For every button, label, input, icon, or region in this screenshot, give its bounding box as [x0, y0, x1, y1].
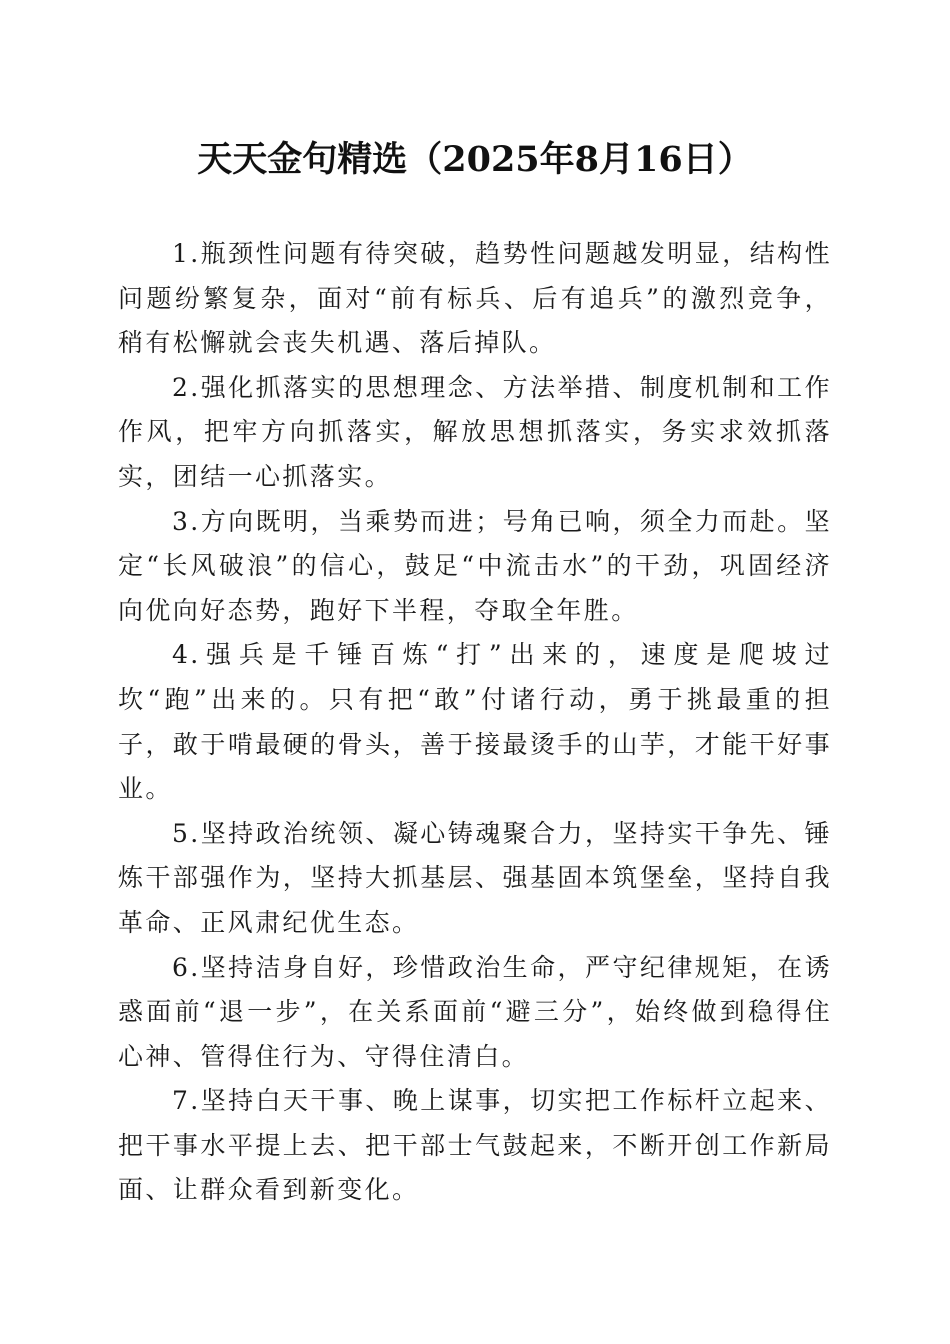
- paragraph-6: 6.坚持洁身自好，珍惜政治生命，严守纪律规矩，在诱惑面前“退一步”，在关系面前“避三分”，始终做到稳得住心神、管得住行为、守得住清白。: [118, 952, 832, 1071]
- document-body: [118, 232, 832, 1213]
- paragraph-2: 2.强化抓落实的思想理念、方法举措、制度机制和工作作风，把牢方向抓落实，解放思想抓落实，务实求效抓落实，团结一心抓落实。: [118, 372, 832, 491]
- paragraph-3: 3.方向既明，当乘势而进；号角已响，须全力而赴。坚定“长风破浪”的信心，鼓足“中流击水”的干劲，巩固经济向优向好态势，跑好下半程，夺取全年胜。: [118, 506, 832, 625]
- paragraph-7: 7.坚持白天干事、晚上谋事，切实把工作标杆立起来、把干事水平提上去、把干部士气鼓起来，不断开创工作新局面、让群众看到新变化。: [118, 1086, 832, 1205]
- paragraph-1: 1.瓶颈性问题有待突破，趋势性问题越发明显，结构性问题纷繁复杂，面对“前有标兵、后有追兵”的激烈竞争，稍有松懈就会丧失机遇、落后掉队。: [118, 239, 832, 358]
- paragraph-5: 5.坚持政治统领、凝心铸魂聚合力，坚持实干争先、锤炼干部强作为，坚持大抓基层、强基固本筑堡垒，坚持自我革命、正风肃纪优生态。: [118, 818, 832, 937]
- paragraph-4: 4.强兵是千锤百炼“打”出来的，速度是爬坡过坎“跑”出来的。只有把“敢”付诸行动，勇于挑最重的担子，敢于啃最硬的骨头，善于接最烫手的山芋，才能干好事业。: [118, 640, 832, 804]
- document-title: 天天金句精选（2025年8月16日）: [197, 139, 753, 180]
